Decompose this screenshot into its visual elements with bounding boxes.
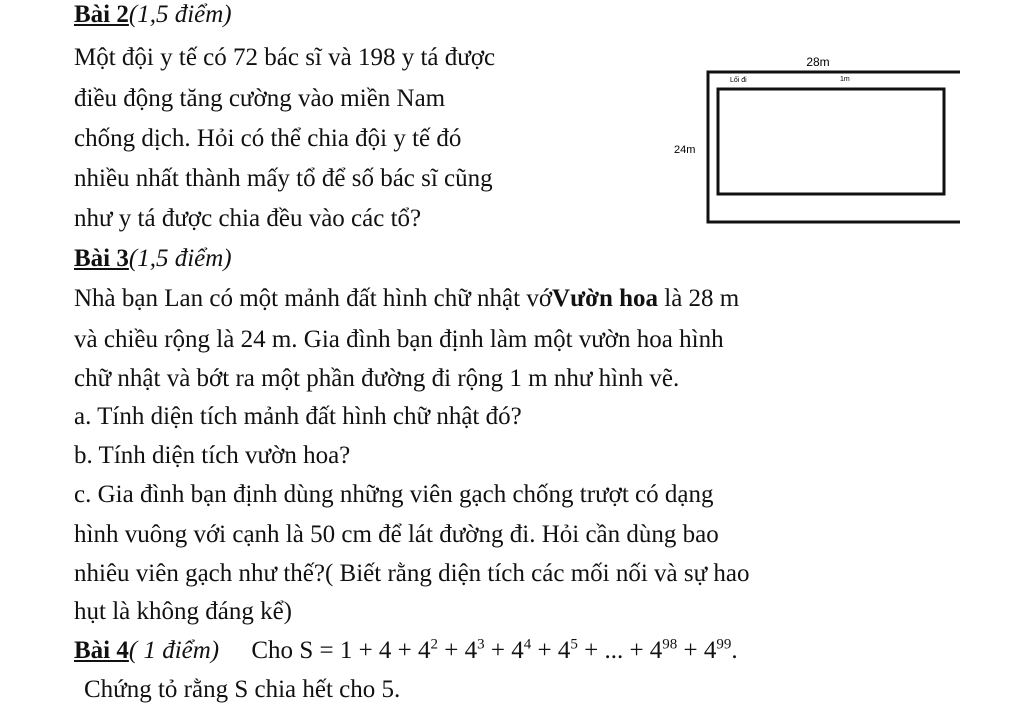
figure-path-width-label: 1m <box>840 76 850 83</box>
bai4-heading: Bài 4 <box>74 637 129 664</box>
bai3-heading: Bài 3 <box>74 245 129 272</box>
bai3-question-c-line-2: hình vuông với cạnh là 50 cm để lát đường đi. Hỏi cần dùng bao <box>74 521 719 548</box>
bai2-line-1: Một đội y tế có 72 bác sĩ và 198 y tá được <box>74 44 496 71</box>
bai3-line-1-bold: Vườn hoa <box>552 285 659 312</box>
bai2-line-4: nhiều nhất thành mấy tổ để số bác sĩ cũng <box>74 165 493 192</box>
bai3-line-1-end: là 28 m <box>664 285 740 312</box>
bai3-line-3: chữ nhật và bớt ra một phần đường đi rộng 1 m như hình vẽ. <box>74 365 680 392</box>
bai3-question-c-line-4: hụt là không đáng kể) <box>74 598 293 625</box>
figure-path-label: Lối đi <box>730 77 747 84</box>
bai4-points: ( 1 điểm) <box>128 637 220 664</box>
bai3-line-2: và chiều rộng là 24 m. Gia đình bạn định làm một vườn hoa hình <box>74 326 724 353</box>
bai4-title-line <box>74 636 738 666</box>
bai2-title <box>74 0 232 30</box>
bai3-question-b: b. Tính diện tích vườn hoa? <box>74 442 351 469</box>
bai4-intro: Cho <box>251 637 294 664</box>
bai4-formula: $S = 1 + 4 + 4^2 + 4^3 + 4^4 + 4^5$ + ... + $4^{98} + 4^{99}$. <box>299 636 738 664</box>
bai2-line-2: điều động tăng cường vào miền Nam <box>74 85 446 112</box>
figure-length-label: 28m <box>806 55 830 69</box>
bai2-heading: Bài 2 <box>74 1 129 28</box>
bai2-points: (1,5 điểm) <box>128 1 232 28</box>
land-rectangle <box>708 72 960 222</box>
bai3-points: (1,5 điểm) <box>128 245 232 272</box>
bai3-title <box>74 244 232 274</box>
bai4-conclusion: Chứng tỏ rằng S chia hết cho 5. <box>84 676 401 703</box>
bai3-line-1-start: Nhà bạn Lan có một mảnh đất hình chữ nhật vớ <box>74 285 553 312</box>
bai3-line-1 <box>74 284 739 314</box>
bai3-question-c-line-1: c. Gia đình bạn định dùng những viên gạch chống trượt có dạng <box>74 481 714 508</box>
figure-width-label: 24m <box>674 144 696 156</box>
bai3-question-a: a. Tính diện tích mảnh đất hình chữ nhật đó? <box>74 403 522 430</box>
garden-figure <box>660 50 960 230</box>
bai2-line-5: như y tá được chia đều vào các tổ? <box>74 205 422 232</box>
bai2-line-3: chống dịch. Hỏi có thể chia đội y tế đó <box>74 125 462 152</box>
garden-rectangle <box>718 89 944 194</box>
bai3-question-c-line-3: nhiêu viên gạch như thế?( Biết rằng diện tích các mối nối và sự hao <box>74 560 750 587</box>
